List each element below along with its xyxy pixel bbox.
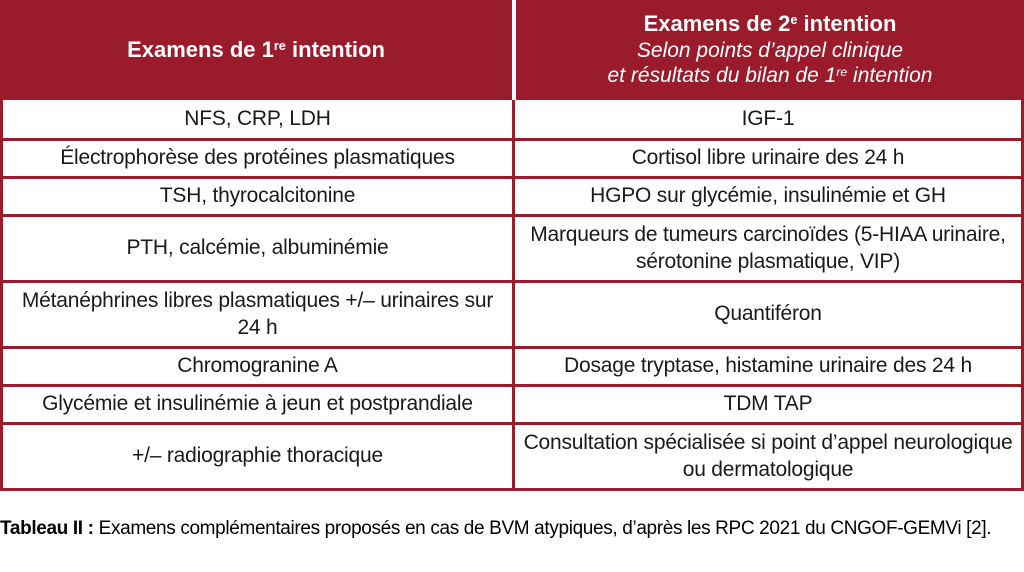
- header-col2-title-pre: Examens de 2: [643, 10, 791, 36]
- header-col1-title-post: intention: [285, 36, 385, 62]
- caption-label: Tableau II :: [0, 518, 94, 539]
- cell-row4-col1: PTH, calcémie, albuminémie: [3, 214, 512, 280]
- cell-row6-col1: Chromogranine A: [3, 346, 512, 384]
- cell-row8-col1: +/– radiographie thoracique: [3, 422, 512, 488]
- table-row: [3, 138, 1021, 176]
- header-col2-subtitle2-pre: et résultats du bilan de 1: [607, 64, 837, 88]
- cell-row5-col2: Quantiféron: [512, 280, 1021, 346]
- cell-row3-col2: HGPO sur glycémie, insulinémie et GH: [512, 176, 1021, 214]
- table-row: [3, 384, 1021, 422]
- cell-row2-col1: Électrophorèse des protéines plasmatiques: [3, 138, 512, 176]
- cell-row5-col1: Métanéphrines libres plasmatiques +/– urinaires sur 24 h: [3, 280, 512, 346]
- cell-row1-col1: NFS, CRP, LDH: [184, 106, 331, 130]
- header-col1-title: [127, 37, 385, 64]
- header-col2-subtitle1: Selon points d’appel clinique: [636, 38, 904, 62]
- table-header: [0, 0, 1024, 100]
- table-row: [3, 280, 1021, 346]
- table-row: [3, 346, 1021, 384]
- header-col2-title-post: intention: [797, 10, 897, 36]
- header-col2-title: [644, 11, 897, 38]
- cell-row4-col2: Marqueurs de tumeurs carcinoïdes (5-HIAA urinaire, sérotonine plasmatique, VIP): [512, 214, 1021, 280]
- header-col1: [0, 0, 512, 100]
- table-body: [0, 100, 1024, 491]
- table-row: [3, 214, 1021, 280]
- header-col1-title-pre: Examens de 1: [127, 36, 274, 62]
- cell-row7-col1: Glycémie et insulinémie à jeun et postprandiale: [3, 384, 512, 422]
- cell-row7-col2: TDM TAP: [512, 384, 1021, 422]
- header-col2-subtitle2-post: intention: [847, 64, 933, 88]
- table-row: [3, 100, 1021, 138]
- header-col1-title-sup: re: [273, 37, 286, 53]
- cell-row3-col1: TSH, thyrocalcitonine: [3, 176, 512, 214]
- table-row: [3, 176, 1021, 214]
- table-caption: [0, 518, 1024, 540]
- header-col2-subtitle2-sup: re: [836, 64, 848, 79]
- caption-text: Examens complémentaires proposés en cas de BVM atypiques, d’après les RPC 2021 du CNGOF-GEMVi [2].: [98, 518, 992, 539]
- cell-row6-col2: Dosage tryptase, histamine urinaire des 24 h: [512, 346, 1021, 384]
- cell-row8-col2: Consultation spécialisée si point d’appel neurologique ou dermatologique: [512, 422, 1021, 488]
- table-row: [3, 422, 1021, 488]
- cell-row1-col2: IGF-1: [512, 100, 1021, 138]
- header-col2: [512, 0, 1024, 100]
- header-col2-title-sup: e: [790, 11, 798, 27]
- cell-row2-col2: Cortisol libre urinaire des 24 h: [512, 138, 1021, 176]
- header-col2-subtitle2: [608, 63, 933, 89]
